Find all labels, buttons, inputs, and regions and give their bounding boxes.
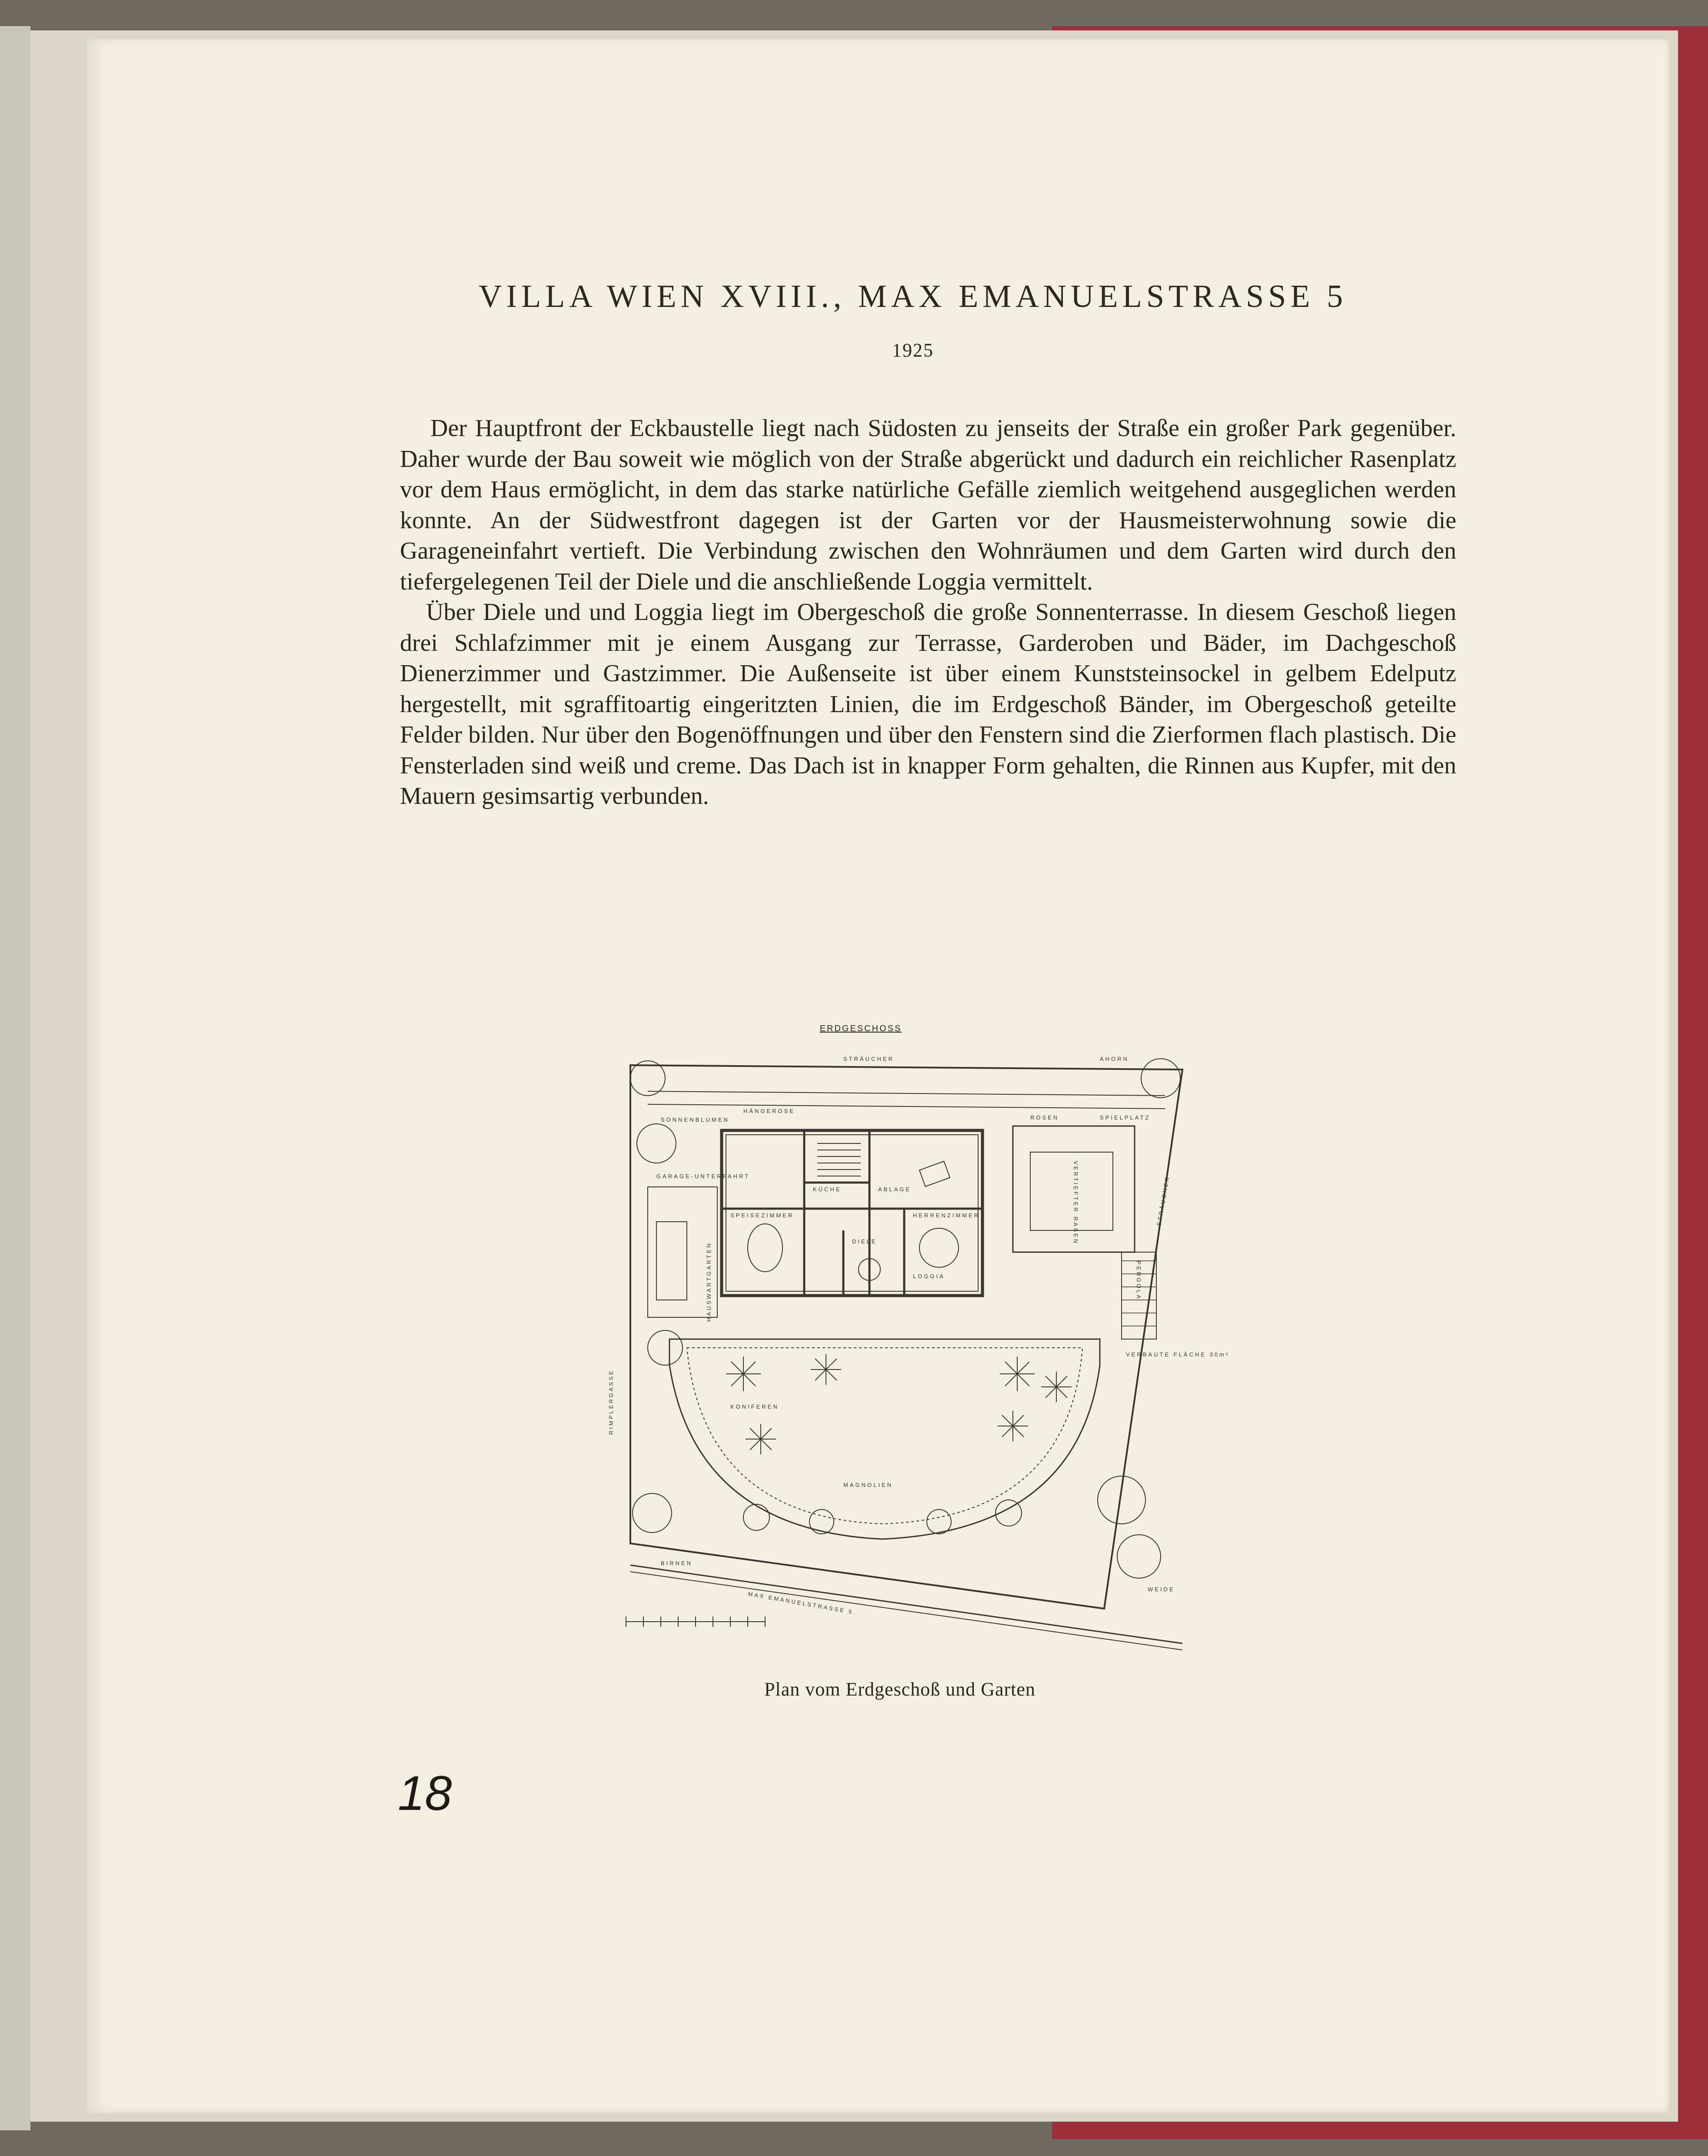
plan-label: ABLAGE [878,1186,912,1193]
plan-label: HERRENZIMMER [913,1212,980,1219]
plan-label: MAGNOLIEN [843,1482,893,1488]
plan-label: AHORN [1100,1056,1129,1062]
plan-label: STRÄUCHER [1155,1175,1171,1226]
body-text [400,413,1456,812]
plan-label: HAUSWARTGARTEN [706,1242,712,1322]
book-spine [0,26,30,2130]
plan-label: RIMPLERGASSE [608,1369,614,1435]
plan-label: MAX EMANUELSTRASSE 5. [747,1590,858,1616]
floor-plan-drawing [600,1043,1230,1669]
page-year: 1925 [892,340,934,361]
plan-label: SONNENBLUMEN [661,1116,729,1123]
plan-label: KONIFEREN [730,1403,779,1410]
plan-label: ROSEN [1030,1114,1059,1121]
plan-label: VERTIEFTER RASEN [1072,1161,1079,1245]
plan-label: KÜCHE [813,1186,842,1193]
plan-label: SPEISEZIMMER [730,1212,794,1219]
plan-label: HÄNGEROSE [743,1108,796,1114]
plan-label: GARAGE-UNTERFAHRT [656,1173,750,1180]
plan-label: DIELE [852,1238,877,1245]
plan-label: WEIDE [1148,1586,1175,1593]
figure-caption: Plan vom Erdgeschoß und Garten [764,1679,1035,1700]
page-number: 18 [398,1766,452,1820]
plan-heading: ERDGESCHOSS [819,1024,902,1033]
plan-label: STRÄUCHER [843,1056,894,1062]
plan-label: VERBAUTE FLÄCHE 30m² [1126,1351,1230,1358]
paragraph: Der Hauptfront der Eckbaustelle liegt nach Südosten zu jenseits der Straße ein großer Park gegenüber. Daher wurde der Bau soweit wie möglich von der Straße abgerückt und dadurch ein reichlicher Rasenplatz vor dem Haus ermöglicht, in dem das starke natürliche Gefälle ziemlich weitgehend ausgeglichen werden konnte. An der Südwestfront dagegen ist der Garten vor der Hausmeisterwohnung sowie die Garageneinfahrt vertieft. Die Verbindung zwischen den Wohnräumen und dem Garten wird durch den tiefergelegenen Teil der Diele und die anschließende Loggia vermittelt. [400,415,1456,595]
plan-label: BIRNEN [661,1560,693,1566]
plan-label: SPIELPLATZ [1100,1114,1151,1121]
page-title: VILLA WIEN XVIII., MAX EMANUELSTRASSE 5 [478,279,1348,314]
book-cover-edge [1678,26,1708,2139]
plan-label: PERGOLA [1135,1261,1142,1300]
plan-label: LOGGIA [913,1273,945,1280]
paragraph: Über Diele und und Loggia liegt im Obergeschoß die große Sonnenterrasse. In diesem Geschoß liegen drei Schlafzimmer mit je einem Ausgang zur Terrasse, Garderoben und Bäder, im Dachgeschoß Dienerzimmer und Gastzimmer. Die Außenseite ist über einem Kunststeinsockel in gelbem Edelputz hergestellt, mit sgraffitoartig eingeritzten Linien, die im Erdgeschoß Bänder, im Obergeschoß geteilte Felder bilden. Nur über den Bogenöffnungen und über den Fenstern sind die Zierformen flach plastisch. Die Fensterladen sind weiß und creme. Das Dach ist in knapper Form gehalten, die Rinnen aus Kupfer, mit den Mauern gesimsartig verbunden. [400,599,1456,810]
